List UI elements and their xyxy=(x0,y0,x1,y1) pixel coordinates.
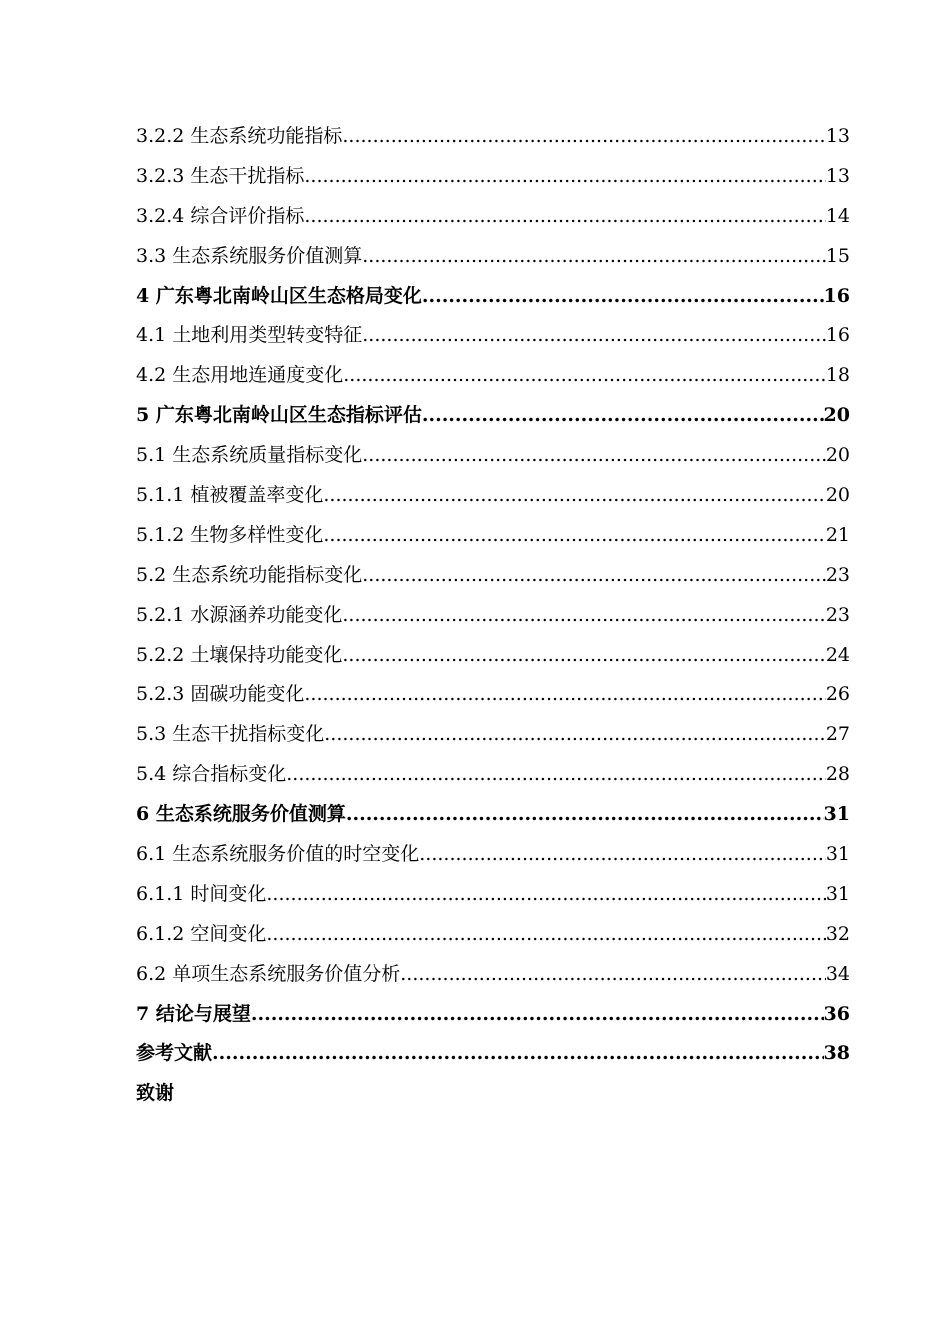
toc-dot-leader xyxy=(419,835,826,875)
toc-dot-leader xyxy=(304,675,825,715)
toc-entry[interactable] xyxy=(136,755,850,795)
toc-entry[interactable] xyxy=(136,1074,850,1114)
toc-entry-title: 致谢 xyxy=(136,1082,175,1105)
toc-page-number: 32 xyxy=(825,922,850,945)
toc-dot-leader xyxy=(362,316,826,356)
toc-page-number: 26 xyxy=(825,683,850,706)
toc-entry[interactable] xyxy=(136,915,850,955)
toc-entry-title: 5.3 生态干扰指标变化 xyxy=(136,723,325,746)
toc-page-number: 16 xyxy=(823,284,850,307)
toc-page-number: 18 xyxy=(825,364,850,387)
toc-page-number: 23 xyxy=(825,563,850,586)
toc-entry[interactable] xyxy=(136,636,850,676)
toc-entry[interactable] xyxy=(136,197,850,237)
toc-entry-title: 6.1.1 时间变化 xyxy=(136,882,267,905)
toc-entry[interactable] xyxy=(136,157,850,197)
toc-dot-leader xyxy=(362,556,826,596)
toc-dot-leader xyxy=(286,755,826,795)
toc-page-number: 14 xyxy=(825,204,850,227)
toc-entry-title: 4.2 生态用地连通度变化 xyxy=(136,364,344,387)
toc-page-number: 38 xyxy=(823,1042,850,1065)
toc-entry-title: 6 生态系统服务价值测算 xyxy=(136,803,346,826)
toc-entry-title: 5.2.1 水源涵养功能变化 xyxy=(136,603,343,626)
toc-entry[interactable] xyxy=(136,117,850,157)
toc-entry[interactable] xyxy=(136,1034,850,1074)
toc-entry-title: 5.2 生态系统功能指标变化 xyxy=(136,563,363,586)
toc-entry-title: 6.1 生态系统服务价值的时空变化 xyxy=(136,843,420,866)
toc-page-number: 20 xyxy=(825,444,850,467)
toc-dot-leader xyxy=(304,157,825,197)
toc-dot-leader xyxy=(323,516,825,556)
toc-entry[interactable] xyxy=(136,436,850,476)
toc-dot-leader xyxy=(422,396,824,436)
toc-dot-leader xyxy=(212,1034,824,1074)
toc-entry[interactable] xyxy=(136,875,850,915)
toc-entry[interactable] xyxy=(136,596,850,636)
toc-entry[interactable] xyxy=(136,955,850,995)
toc-entry-title: 4 广东粤北南岭山区生态格局变化 xyxy=(136,284,422,307)
toc-page-number: 34 xyxy=(825,962,850,985)
toc-dot-leader xyxy=(400,955,826,995)
toc-entry-title: 5 广东粤北南岭山区生态指标评估 xyxy=(136,404,422,427)
toc-entry[interactable] xyxy=(136,715,850,755)
toc-dot-leader xyxy=(342,117,825,157)
toc-entry-title: 5.2.3 固碳功能变化 xyxy=(136,683,305,706)
toc-dot-leader xyxy=(342,636,825,676)
toc-page-number: 31 xyxy=(823,803,850,826)
toc-page-number: 20 xyxy=(825,484,850,507)
toc-dot-leader xyxy=(362,237,826,277)
toc-entry[interactable] xyxy=(136,277,850,317)
toc-entry[interactable] xyxy=(136,835,850,875)
toc-dot-leader xyxy=(422,277,824,317)
toc-dot-leader xyxy=(266,915,825,955)
toc-dot-leader xyxy=(362,436,826,476)
toc-entry-title: 5.4 综合指标变化 xyxy=(136,763,287,786)
toc-entry-title: 4.1 土地利用类型转变特征 xyxy=(136,324,363,347)
table-of-contents xyxy=(136,117,850,1114)
toc-entry-title: 3.2.4 综合评价指标 xyxy=(136,204,305,227)
toc-dot-leader xyxy=(343,356,826,396)
toc-entry-title: 5.1.2 生物多样性变化 xyxy=(136,523,324,546)
toc-entry[interactable] xyxy=(136,675,850,715)
toc-page-number: 24 xyxy=(825,643,850,666)
toc-page-number: 13 xyxy=(825,164,850,187)
toc-entry-title: 3.3 生态系统服务价值测算 xyxy=(136,244,363,267)
toc-dot-leader xyxy=(324,715,826,755)
toc-entry-title: 参考文献 xyxy=(136,1042,213,1065)
toc-entry[interactable] xyxy=(136,516,850,556)
toc-entry[interactable] xyxy=(136,237,850,277)
toc-page-number: 27 xyxy=(825,723,850,746)
toc-page-number: 31 xyxy=(825,843,850,866)
toc-entry-title: 3.2.3 生态干扰指标 xyxy=(136,164,305,187)
toc-dot-leader xyxy=(251,995,824,1035)
toc-page-number: 21 xyxy=(825,523,850,546)
toc-entry-title: 6.2 单项生态系统服务价值分析 xyxy=(136,962,401,985)
toc-dot-leader xyxy=(266,875,825,915)
toc-entry[interactable] xyxy=(136,556,850,596)
toc-entry[interactable] xyxy=(136,396,850,436)
toc-page-number: 13 xyxy=(825,125,850,147)
toc-entry-title: 5.2.2 土壤保持功能变化 xyxy=(136,643,343,666)
toc-page-number: 20 xyxy=(823,404,850,427)
toc-entry[interactable] xyxy=(136,995,850,1035)
toc-dot-leader xyxy=(304,197,825,237)
toc-entry[interactable] xyxy=(136,795,850,835)
toc-entry[interactable] xyxy=(136,356,850,396)
toc-dot-leader xyxy=(342,596,825,636)
toc-entry-title: 5.1 生态系统质量指标变化 xyxy=(136,444,363,467)
toc-entry[interactable] xyxy=(136,476,850,516)
toc-page-number: 23 xyxy=(825,603,850,626)
toc-entry-title: 6.1.2 空间变化 xyxy=(136,922,267,945)
toc-entry-title: 5.1.1 植被覆盖率变化 xyxy=(136,484,324,507)
toc-entry-title: 3.2.2 生态系统功能指标 xyxy=(136,125,343,147)
toc-page-number: 36 xyxy=(823,1002,850,1025)
toc-entry-title: 7 结论与展望 xyxy=(136,1002,251,1025)
toc-page-number: 31 xyxy=(825,882,850,905)
toc-dot-leader xyxy=(346,795,824,835)
toc-page-number: 16 xyxy=(825,324,850,347)
toc-dot-leader xyxy=(323,476,825,516)
toc-page-number: 15 xyxy=(825,244,850,267)
toc-entry[interactable] xyxy=(136,316,850,356)
toc-page-number: 28 xyxy=(825,763,850,786)
